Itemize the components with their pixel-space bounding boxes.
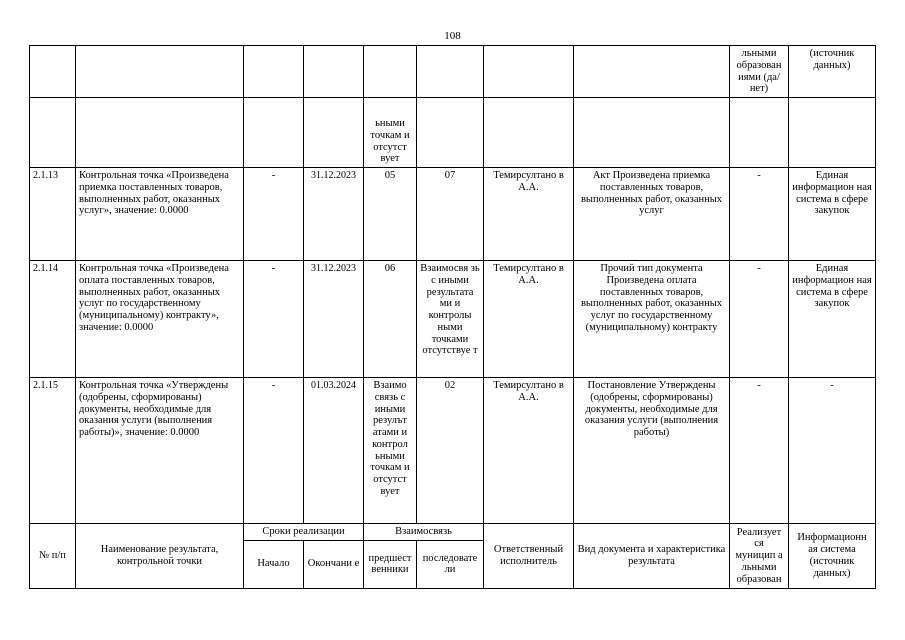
- responsible: Темирсултано в А.А.: [484, 378, 574, 524]
- header-num: № п/п: [30, 524, 76, 589]
- header-predecessors: предшест венники: [364, 540, 417, 588]
- successors: 07: [417, 168, 484, 261]
- result-name: Контрольная точка «Произведена оплата поставленных товаров, выполненных работ, оказанных услуг по государственному (муниципальному) контракту», значение: 0.0000: [76, 261, 244, 378]
- table-row: [30, 261, 876, 378]
- table-row: [30, 378, 876, 524]
- document-type: Постановление Утверждены (одобрены, сформированы) документы, необходимые для оказания услуги (выполнения работы): [574, 378, 730, 524]
- page-number: 108: [444, 30, 461, 42]
- end-date: 01.03.2024: [304, 378, 364, 524]
- end-date: 31.12.2023: [304, 168, 364, 261]
- header-end: Окончани е: [304, 540, 364, 588]
- start-date: -: [244, 378, 304, 524]
- header-system: Информационн ая система (источник данных): [789, 524, 876, 589]
- start-date: -: [244, 168, 304, 261]
- system-fragment: (источник данных): [789, 46, 876, 98]
- result-name: Контрольная точка «Произведена приемка поставленных товаров, выполненных работ, оказанных услуг», значение: 0.0000: [76, 168, 244, 261]
- successors: 02: [417, 378, 484, 524]
- predecessors: 05: [364, 168, 417, 261]
- header-responsible: Ответственный исполнитель: [484, 524, 574, 589]
- result-name: Контрольная точка «Утверждены (одобрены, сформированы) документы, необходимые для оказания услуги (выполнения работы)», значение: 0.0000: [76, 378, 244, 524]
- end-date: 31.12.2023: [304, 261, 364, 378]
- start-date: -: [244, 261, 304, 378]
- municipal: -: [730, 261, 789, 378]
- predecessors: Взаимо связь с иными резулът атами и контрол ьными точкам и отсутст вует: [364, 378, 417, 524]
- header-municipal: Реализует ся муницип а льными образован: [730, 524, 789, 589]
- header-doc: Вид документа и характеристика результата: [574, 524, 730, 589]
- predecessors: 06: [364, 261, 417, 378]
- successors: Взаимосвя зь с иными результата ми и контролы ными точками отсутствуе т: [417, 261, 484, 378]
- info-system: Единая информацион ная система в сфере закупок: [789, 168, 876, 261]
- header-interdependence: Взаимосвязь: [364, 524, 484, 541]
- header-start: Начало: [244, 540, 304, 588]
- municipal-fragment: льными образован иями (да/нет): [730, 46, 789, 98]
- row-number: 2.1.15: [30, 378, 76, 524]
- municipal: -: [730, 168, 789, 261]
- municipal: -: [730, 378, 789, 524]
- header-successors: последовате ли: [417, 540, 484, 588]
- header-row-1: [30, 524, 876, 541]
- header-name: Наименование результата, контрольной точки: [76, 524, 244, 589]
- responsible: Темирсултано в А.А.: [484, 168, 574, 261]
- table-row: [30, 168, 876, 261]
- row-number: 2.1.14: [30, 261, 76, 378]
- results-table: [29, 45, 876, 589]
- continuation-row-1: [30, 46, 876, 98]
- document-type: Прочий тип документа Произведена оплата поставленных товаров, выполненных работ, оказанных услуг по государственному (муниципальному) контракту: [574, 261, 730, 378]
- continuation-row-2: [30, 98, 876, 168]
- responsible: Темирсултано в А.А.: [484, 261, 574, 378]
- info-system: -: [789, 378, 876, 524]
- info-system: Единая информацион ная система в сфере закупок: [789, 261, 876, 378]
- predecessors-fragment: ьными точкам и отсутст вует: [364, 98, 417, 168]
- row-number: 2.1.13: [30, 168, 76, 261]
- document-type: Акт Произведена приемка поставленных товаров, выполненных работ, оказанных услуг: [574, 168, 730, 261]
- header-deadlines: Сроки реализации: [244, 524, 364, 541]
